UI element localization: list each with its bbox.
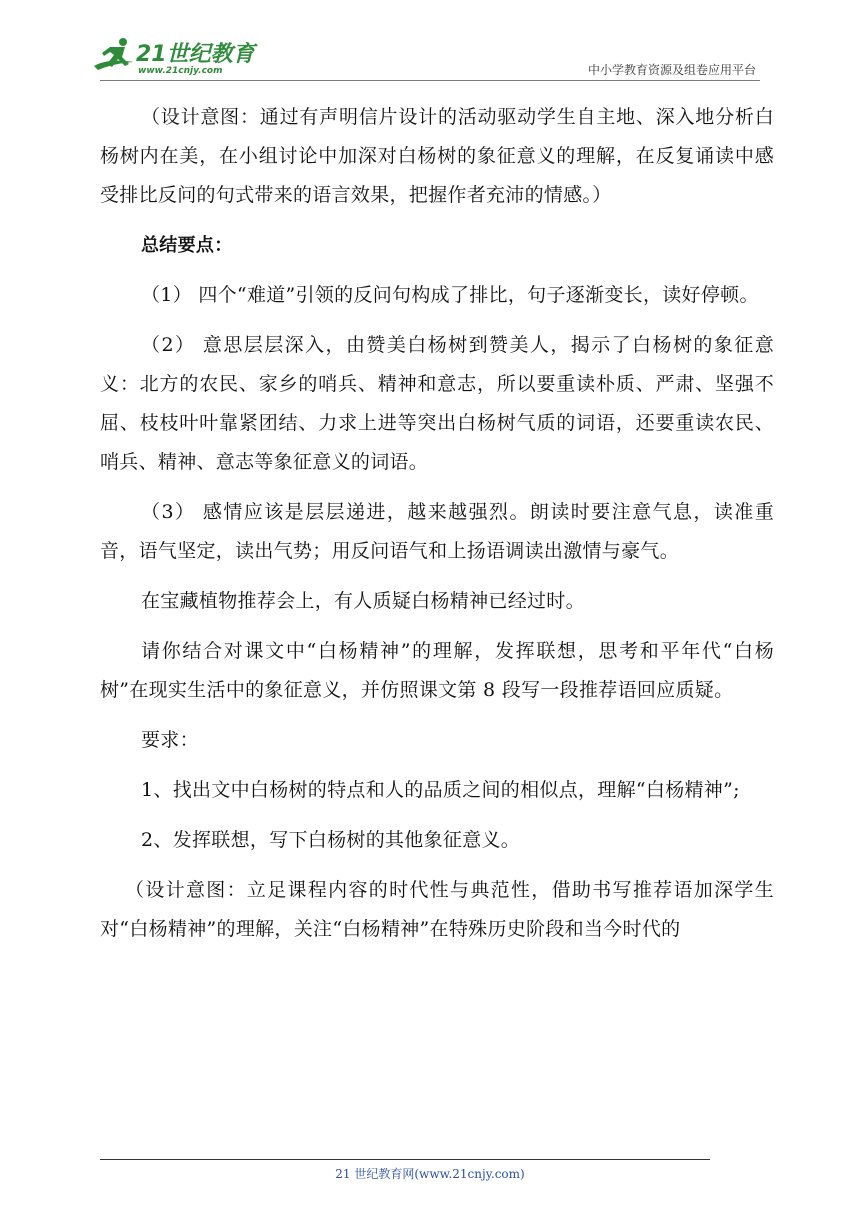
logo-text: 21世纪教育 — [136, 42, 255, 67]
summary-point-3: （3） 感情应该是层层递进，越来越强烈。朗读时要注意气息，读准重音，语气坚定，读出气势；用反问语气和上扬语调读出激情与豪气。 — [100, 501, 774, 562]
platform-title: 中小学教育资源及组卷应用平台 — [587, 63, 756, 77]
summary-point-1: （1） 四个“难道”引领的反问句构成了排比，句子逐渐变长，读好停顿。 — [141, 284, 759, 306]
design-intent-paragraph-2: （设计意图：立足课程内容的时代性与典范性，借助书写推荐语加深学生对“白杨精神”的理解，关注“白杨精神”在特殊历史阶段和当今时代的 — [100, 879, 774, 940]
footer-divider — [100, 1159, 710, 1160]
summary-point-2: （2） 意思层层深入，由赞美白杨树到赞美人，揭示了白杨树的象征意义：北方的农民、家乡的哨兵、精神和意志，所以要重读朴质、严肃、坚强不屈、枝枝叶叶靠紧团结、力求上进等突出白杨树气质的词语，还要重读农民、哨兵、精神、意志等象征意义的词语。 — [100, 334, 774, 473]
summary-heading: 总结要点： — [141, 235, 233, 256]
logo-url: www.21cnjy.com — [138, 66, 223, 76]
task-instruction-paragraph: 请你结合对课文中“白杨精神”的理解，发挥联想，思考和平年代“白杨树”在现实生活中的象征意义，并仿照课文第 8 段写一段推荐语回应质疑。 — [100, 640, 774, 701]
footer-text[interactable]: 21 世纪教育网(www.21cnjy.com) — [335, 1167, 525, 1181]
design-intent-paragraph: （设计意图：通过有声明信片设计的活动驱动学生自主地、深入地分析白杨树内在美，在小组讨论中加深对白杨树的象征意义的理解，在反复诵读中感受排比反问的句式带来的语言效果，把握作者充沛的情感。） — [100, 106, 774, 206]
requirement-2: 2、发挥联想，写下白杨树的其他象征意义。 — [141, 829, 521, 851]
requirement-1: 1、找出文中白杨树的特点和人的品质之间的相似点，理解“白杨精神”; — [141, 779, 740, 801]
site-logo — [92, 36, 267, 76]
requirements-label: 要求： — [141, 729, 199, 751]
task-context-paragraph: 在宝藏植物推荐会上，有人质疑白杨精神已经过时。 — [141, 590, 585, 612]
document-body — [100, 98, 774, 960]
header-divider — [100, 80, 760, 81]
